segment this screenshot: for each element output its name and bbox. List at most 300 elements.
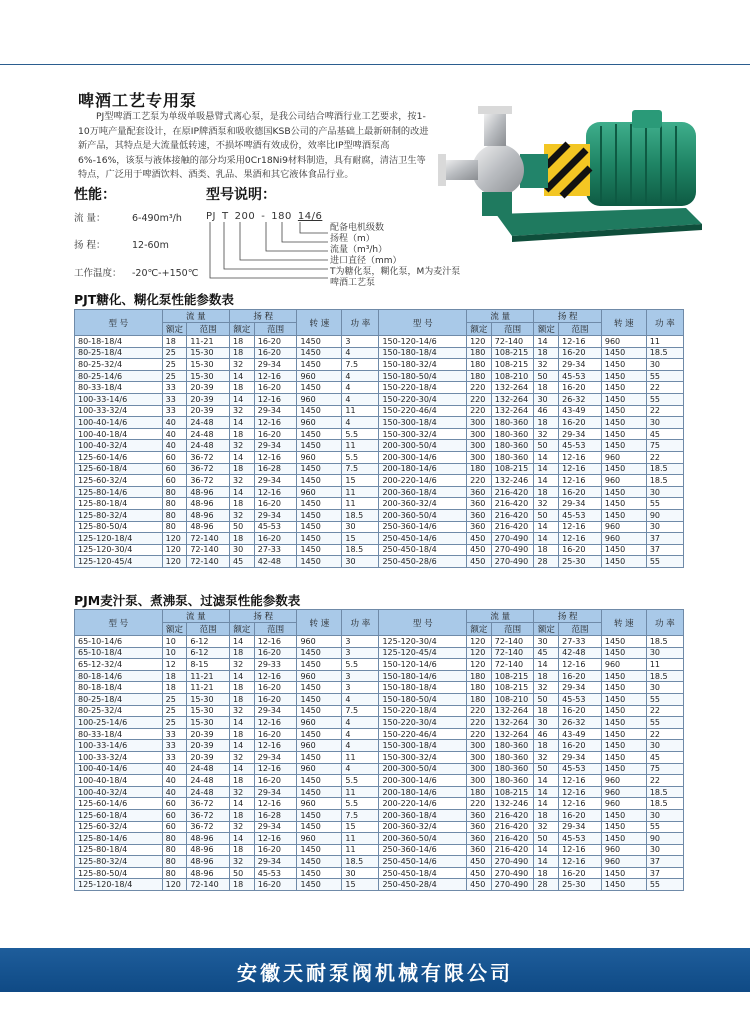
table-cell: 1450 [297,705,342,717]
table-cell: 24-48 [187,786,230,798]
table-cell: 150-180-18/4 [379,682,467,694]
table-cell: 48-96 [187,498,230,510]
table-cell: 150-300-32/4 [379,751,467,763]
table-cell: 16-20 [559,670,602,682]
table-cell: 1450 [601,751,646,763]
table-cell: 12-16 [559,533,602,545]
table-cell: 960 [297,451,342,463]
table-cell: 55 [646,370,683,382]
table-cell: 250-450-18/4 [379,544,467,556]
column-header: 流 量 [467,310,534,323]
table-cell: 12-16 [559,786,602,798]
table-cell: 100-40-14/6 [75,763,163,775]
table-row [75,693,684,705]
table-cell: 60 [162,463,187,475]
table-cell: 180 [467,347,492,359]
table-cell: 18 [230,498,255,510]
table-cell: 30 [230,544,255,556]
table-row [75,636,684,648]
table-cell: 1450 [601,417,646,429]
table-cell: 100-33-32/4 [75,405,163,417]
table-cell: 125-120-30/4 [379,636,467,648]
table-cell: 32 [230,751,255,763]
head-label: 扬 程： [74,240,106,251]
table-cell: 32 [230,359,255,371]
table-cell: 24-48 [187,775,230,787]
legend-line-motor [300,222,328,233]
table-cell: 16-20 [254,844,297,856]
table-cell: 12-16 [559,475,602,487]
table-cell: 360 [467,809,492,821]
table-cell: 14 [534,856,559,868]
table-cell: 125-60-14/6 [75,798,163,810]
legend-item: 配备电机级数 [330,223,385,233]
table-cell: 1450 [601,833,646,845]
table-cell: 37 [646,533,683,545]
table-cell: 1450 [297,809,342,821]
table-cell: 220 [467,717,492,729]
table-cell: 12-16 [559,775,602,787]
table-cell: 22 [646,451,683,463]
table-cell: 18 [230,533,255,545]
bearing-frame [520,154,548,188]
table-cell: 300 [467,417,492,429]
table-cell: 80-25-32/4 [75,359,163,371]
table-cell: 11 [342,405,379,417]
column-header: 范围 [187,323,230,336]
table-cell: 48-96 [187,856,230,868]
table-cell: 12-16 [559,856,602,868]
table-cell: 14 [230,740,255,752]
table-cell: 150-180-14/6 [379,670,467,682]
table-row [75,856,684,868]
column-header: 范围 [491,623,534,636]
legend-item: 流量（m³/h） [330,245,388,255]
table-row [75,370,684,382]
table-cell: 40 [162,440,187,452]
table-cell: 960 [601,521,646,533]
table-cell: 270-490 [491,856,534,868]
table-cell: 80-25-18/4 [75,347,163,359]
table-cell: 60 [162,451,187,463]
table-cell: 16-20 [254,428,297,440]
table-cell: 300 [467,763,492,775]
table-cell: 960 [297,486,342,498]
column-header: 范围 [254,323,297,336]
table-cell: 40 [162,786,187,798]
table-cell: 125-120-45/4 [75,556,163,568]
table-cell: 30 [646,740,683,752]
table-cell: 300 [467,428,492,440]
table-cell: 28 [534,556,559,568]
table-cell: 16-20 [254,382,297,394]
table-cell: 30 [646,359,683,371]
top-rule [0,64,750,65]
table-cell: 33 [162,393,187,405]
legend-item: 啤酒工艺泵 [330,278,376,288]
table-cell: 22 [646,405,683,417]
table-cell: 45 [646,751,683,763]
table-cell: 220 [467,705,492,717]
table-cell: 150-220-18/4 [379,382,467,394]
pump-photo [436,96,712,246]
table-cell: 60 [162,798,187,810]
table-cell: 100-40-32/4 [75,786,163,798]
table-cell: 14 [534,336,559,348]
table-cell: 1450 [297,359,342,371]
table-cell: 18.5 [646,636,683,648]
table-cell: 1450 [601,740,646,752]
column-header: 额定 [230,623,255,636]
table-cell: 12-16 [254,393,297,405]
table-cell: 108-215 [491,786,534,798]
table-cell: 150-220-46/4 [379,728,467,740]
table-cell: 960 [297,763,342,775]
table-cell: 360 [467,498,492,510]
table-cell: 48-96 [187,509,230,521]
table-cell: 72-140 [491,647,534,659]
table-cell: 12-16 [254,740,297,752]
table-cell: 30 [646,521,683,533]
table-cell: 48-96 [187,844,230,856]
table-cell: 32 [230,475,255,487]
table-row [75,705,684,717]
table-cell: 4 [342,370,379,382]
table-cell: 18 [534,740,559,752]
column-header: 转 速 [297,310,342,336]
table-cell: 150-180-50/4 [379,693,467,705]
table-cell: 270-490 [491,879,534,891]
table-cell: 18.5 [342,509,379,521]
table-row [75,533,684,545]
table-cell: 29-34 [559,682,602,694]
table-cell: 200-220-14/6 [379,798,467,810]
table-cell: 120 [162,556,187,568]
table-row [75,659,684,671]
table-cell: 18 [162,682,187,694]
table-cell: 180 [467,463,492,475]
table-cell: 18 [230,347,255,359]
table-cell: 1450 [297,347,342,359]
table-row [75,359,684,371]
table-cell: 180 [467,670,492,682]
column-header: 额定 [230,323,255,336]
table-cell: 50 [534,370,559,382]
table-cell: 46 [534,405,559,417]
table-cell: 1450 [297,405,342,417]
table-cell: 27-33 [559,636,602,648]
table-cell: 1450 [601,717,646,729]
table-cell: 5.5 [342,451,379,463]
table-cell: 4 [342,393,379,405]
table-cell: 12-16 [254,670,297,682]
table-cell: 25 [162,359,187,371]
table-cell: 1450 [297,867,342,879]
table-cell: 180-360 [491,417,534,429]
table-cell: 50 [534,833,559,845]
table-cell: 29-34 [254,705,297,717]
table-cell: 4 [342,728,379,740]
temp-spec [74,265,198,279]
table-cell: 108-215 [491,359,534,371]
table-cell: 14 [534,463,559,475]
table-cell: 25 [162,717,187,729]
table-row [75,740,684,752]
table-cell: 200-300-14/6 [379,451,467,463]
table-cell: 80-25-18/4 [75,693,163,705]
table-cell: 72-140 [491,636,534,648]
table-cell: 11 [342,440,379,452]
table-cell: 48-96 [187,521,230,533]
column-header: 转 速 [297,610,342,636]
table-cell: 29-34 [254,359,297,371]
table-cell: 14 [230,393,255,405]
table-cell: 1450 [601,682,646,694]
table-cell: 11 [342,486,379,498]
table-row [75,428,684,440]
page-title: 啤酒工艺专用泵 [78,91,198,110]
column-header: 范围 [491,323,534,336]
table-cell: 80-18-18/4 [75,336,163,348]
table-cell: 16-20 [254,682,297,694]
table-cell: 960 [601,844,646,856]
column-header: 额定 [162,323,187,336]
table-cell: 450 [467,879,492,891]
table-cell: 1450 [601,763,646,775]
legend-line-head [282,222,328,242]
table-cell: 18 [534,544,559,556]
table-cell: 1450 [297,751,342,763]
table-cell: 22 [646,775,683,787]
table-cell: 180-360 [491,763,534,775]
table-cell: 18 [230,682,255,694]
table-cell: 16-20 [559,382,602,394]
table-cell: 120 [467,647,492,659]
table-cell: 270-490 [491,556,534,568]
table-cell: 18.5 [646,347,683,359]
table-cell: 1450 [601,879,646,891]
table-cell: 18 [534,486,559,498]
table-cell: 1450 [601,636,646,648]
table-cell: 48-96 [187,833,230,845]
table-cell: 132-246 [491,475,534,487]
table-row [75,809,684,821]
table-cell: 55 [646,693,683,705]
table-cell: 14 [534,659,559,671]
table-cell: 29-33 [254,659,297,671]
table-row [75,347,684,359]
table-cell: 14 [230,486,255,498]
table-cell: 29-34 [559,428,602,440]
table-cell: 4 [342,763,379,775]
table-cell: 125-120-18/4 [75,533,163,545]
table-cell: 80 [162,486,187,498]
table-cell: 36-72 [187,475,230,487]
table-cell: 250-450-14/6 [379,856,467,868]
table-cell: 24-48 [187,440,230,452]
table-row [75,717,684,729]
column-header: 功 率 [646,610,683,636]
table-cell: 20-39 [187,382,230,394]
table-cell: 18 [534,670,559,682]
table-cell: 120 [162,544,187,556]
column-header: 流 量 [162,310,229,323]
table-cell: 11 [646,659,683,671]
table-cell: 50 [534,509,559,521]
table-cell: 29-34 [559,821,602,833]
table-cell: 180-360 [491,428,534,440]
table-cell: 1450 [297,336,342,348]
table-cell: 16-20 [254,775,297,787]
table-cell: 15-30 [187,693,230,705]
table-cell: 200-180-14/6 [379,786,467,798]
table-cell: 1450 [297,856,342,868]
table-cell: 45-53 [254,521,297,533]
table-cell: 1450 [297,463,342,475]
table-cell: 16-20 [254,336,297,348]
table-cell: 40 [162,428,187,440]
pjm-table-title: PJM麦汁泵、煮沸泵、过滤泵性能参数表 [74,593,301,608]
table-cell: 14 [534,844,559,856]
model-heading: 型号说明： [206,187,276,203]
table-cell: 80 [162,833,187,845]
flow-value: 6-490m³/h [132,213,182,224]
table-cell: 132-246 [491,798,534,810]
table-row [75,775,684,787]
table-cell: 960 [297,393,342,405]
table-cell: 32 [230,786,255,798]
table-cell: 1450 [297,659,342,671]
table-cell: 80 [162,867,187,879]
table-cell: 55 [646,879,683,891]
table-cell: 125-60-14/6 [75,451,163,463]
temp-value: -20℃-+150℃ [132,268,199,279]
table-cell: 45-53 [559,509,602,521]
table-cell: 125-80-32/4 [75,509,163,521]
table-cell: 220 [467,728,492,740]
table-cell: 12-16 [254,833,297,845]
legend-line-flow [266,222,328,251]
table-cell: 450 [467,867,492,879]
table-cell: 20-39 [187,405,230,417]
table-cell: 4 [342,382,379,394]
table-cell: 50 [534,763,559,775]
table-cell: 48-96 [187,486,230,498]
table-cell: 12-16 [254,370,297,382]
table-cell: 29-34 [254,475,297,487]
column-header: 转 速 [601,610,646,636]
code-part: 200 [234,211,256,222]
table-cell: 16-20 [559,867,602,879]
table-cell: 5.5 [342,659,379,671]
table-row [75,786,684,798]
column-header: 扬 程 [230,610,297,623]
table-cell: 25 [162,347,187,359]
table-cell: 18 [230,775,255,787]
table-cell: 45-53 [254,867,297,879]
column-header: 范围 [559,323,602,336]
table-cell: 250-450-14/6 [379,533,467,545]
table-cell: 1450 [297,498,342,510]
table-cell: 55 [646,821,683,833]
table-cell: 150-220-30/4 [379,717,467,729]
table-cell: 14 [534,451,559,463]
column-header: 流 量 [162,610,229,623]
table-row [75,728,684,740]
table-cell: 100-40-18/4 [75,428,163,440]
table-cell: 1450 [297,509,342,521]
table-cell: 30 [646,844,683,856]
table-cell: 43-49 [559,405,602,417]
table-cell: 33 [162,751,187,763]
table-cell: 7.5 [342,463,379,475]
table-cell: 14 [230,833,255,845]
table-cell: 45-53 [559,370,602,382]
table-cell: 12-16 [254,636,297,648]
table-cell: 29-34 [254,856,297,868]
table-cell: 1450 [297,440,342,452]
table-cell: 16-20 [254,647,297,659]
table-cell: 180-360 [491,751,534,763]
table-cell: 450 [467,856,492,868]
table-cell: 150-180-32/4 [379,359,467,371]
column-header: 转 速 [601,310,646,336]
table-cell: 7.5 [342,359,379,371]
table-cell: 6-12 [187,636,230,648]
table-cell: 1450 [601,809,646,821]
table-row [75,556,684,568]
table-cell: 180-360 [491,440,534,452]
table-cell: 18.5 [646,798,683,810]
model-legend-diagram [204,220,334,282]
column-header: 功 率 [646,310,683,336]
table-row [75,544,684,556]
table-cell: 72-140 [491,336,534,348]
table-cell: 216-420 [491,809,534,821]
table-cell: 1450 [601,486,646,498]
table-cell: 18 [230,809,255,821]
table-cell: 80-33-18/4 [75,728,163,740]
legend-item: 进口直径（mm） [330,256,402,266]
table-cell: 12-16 [559,659,602,671]
table-cell: 75 [646,440,683,452]
table-cell: 250-360-14/6 [379,521,467,533]
table-cell: 1450 [601,556,646,568]
table-cell: 18 [230,728,255,740]
table-cell: 45-53 [559,833,602,845]
table-cell: 12-16 [559,798,602,810]
table-cell: 32 [534,751,559,763]
table-cell: 32 [230,405,255,417]
table-cell: 14 [230,670,255,682]
table-cell: 18.5 [342,544,379,556]
table-cell: 14 [230,370,255,382]
table-cell: 60 [162,809,187,821]
table-cell: 22 [646,705,683,717]
table-cell: 14 [534,533,559,545]
table-cell: 960 [601,786,646,798]
table-cell: 24-48 [187,763,230,775]
table-cell: 18 [534,809,559,821]
table-cell: 1450 [297,775,342,787]
intro-paragraph: PJ型啤酒工艺泵为单级单吸悬臂式离心泵，是我公司结合啤酒行业工艺要求，按1-10万吨产量配套设计，在原IP牌酒泵和吸收德国KSB公司的产品基础上最新研制的改进新产品，其特点是大流量低转速，不损坏啤酒有效成份，效率比IP型啤酒泵高6%-16%，该泵与液体接触的部分均采用0Cr18Ni9材料制造，具有耐腐，清洁卫生等特点，广泛用于啤酒饮料、酒类、乳品、果酒和其它液体食品行业。 [78,111,429,180]
table-cell: 16-20 [254,347,297,359]
table-cell: 32 [230,509,255,521]
code-part: T [221,211,229,222]
table-cell: 12-16 [559,463,602,475]
table-cell: 14 [230,763,255,775]
table-cell: 3 [342,336,379,348]
